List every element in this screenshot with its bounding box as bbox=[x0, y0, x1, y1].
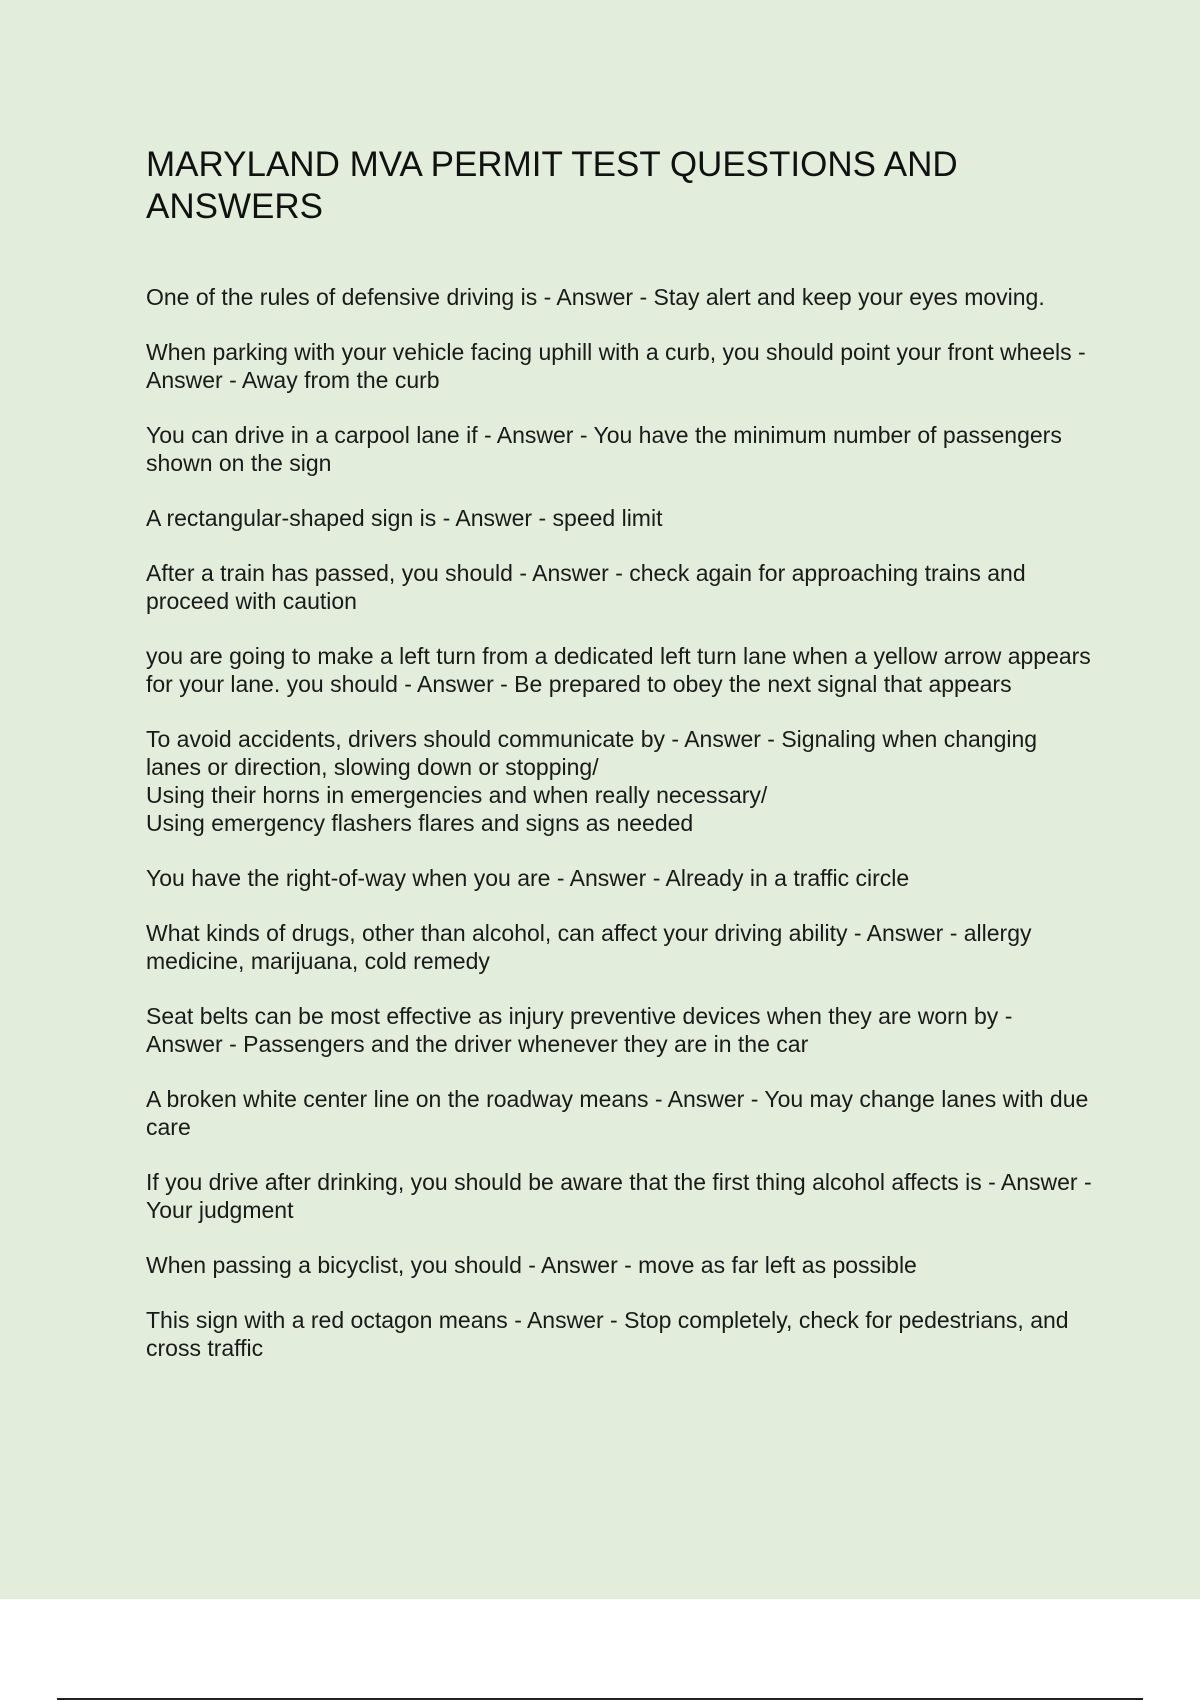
qa-item: You can drive in a carpool lane if - Answer - You have the minimum number of passengers shown on the sign bbox=[146, 422, 1062, 476]
qa-item: A broken white center line on the roadway means - Answer - You may change lanes with due care bbox=[146, 1086, 1089, 1140]
qa-list bbox=[146, 283, 1092, 1389]
qa-item: you are going to make a left turn from a dedicated left turn lane when a yellow arrow appears for your lane. you should - Answer - Be prepared to obey the next signal that appears bbox=[146, 643, 1091, 697]
document-title: MARYLAND MVA PERMIT TEST QUESTIONS AND ANSWERS bbox=[146, 145, 958, 226]
qa-item: If you drive after drinking, you should be aware that the first thing alcohol affects is - Answer - Your judgment bbox=[146, 1169, 1092, 1223]
qa-item: A rectangular-shaped sign is - Answer - speed limit bbox=[146, 505, 663, 531]
qa-item: This sign with a red octagon means - Answer - Stop completely, check for pedestrians, and cross traffic bbox=[146, 1307, 1069, 1361]
qa-item: You have the right-of-way when you are - Answer - Already in a traffic circle bbox=[146, 865, 910, 891]
qa-item: What kinds of drugs, other than alcohol, can affect your driving ability - Answer - allergy medicine, marijuana, cold remedy bbox=[146, 920, 1032, 974]
qa-item: When parking with your vehicle facing uphill with a curb, you should point your front wheels - Answer - Away from the curb bbox=[146, 339, 1086, 393]
qa-item: To avoid accidents, drivers should communicate by - Answer - Signaling when changing lanes or direction, slowing down or stopping/ Using their horns in emergencies and when really necessary/ Using emergency flashers flares and signs as needed bbox=[146, 726, 1038, 836]
qa-item: Seat belts can be most effective as injury preventive devices when they are worn by - Answer - Passengers and the driver whenever they are in the car bbox=[146, 1003, 1013, 1057]
qa-item: One of the rules of defensive driving is - Answer - Stay alert and keep your eyes moving. bbox=[146, 284, 1045, 310]
qa-item: After a train has passed, you should - Answer - check again for approaching trains and proceed with caution bbox=[146, 560, 1026, 614]
qa-item: When passing a bicyclist, you should - Answer - move as far left as possible bbox=[146, 1252, 917, 1278]
